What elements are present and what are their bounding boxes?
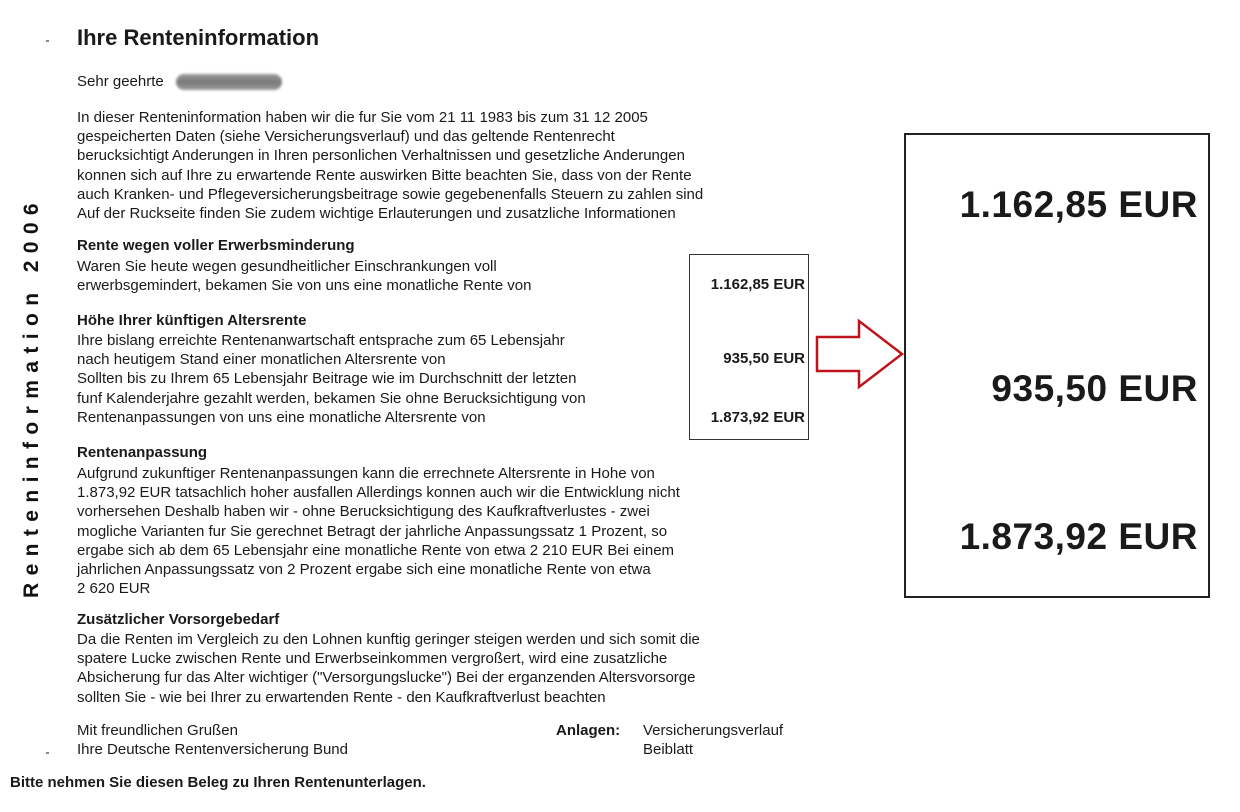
redacted-name: [176, 74, 282, 90]
text-line: vorhersehen Deshalb haben wir - ohne Berucksichtigung des Kaufkraftverlustes - zwei: [77, 503, 650, 521]
amount-altersrente-heute: 935,50 EUR: [723, 350, 805, 367]
salutation: Sehr geehrte: [77, 73, 164, 90]
rentenanpassung-text: [77, 464, 680, 598]
closing-sender: Ihre Deutsche Rentenversicherung Bund: [77, 741, 348, 758]
text-line: 1.873,92 EUR tatsachlich hoher ausfallen Allerdings konnen auch wir die Entwicklung nicht: [77, 484, 680, 502]
scan-speck: [46, 752, 49, 754]
amount-erwerbsminderung: 1.162,85 EUR: [710, 276, 805, 293]
text-line: funf Kalenderjahre gezahlt werden, bekamen Sie ohne Berucksichtigung von: [77, 389, 586, 407]
erwerbsminderung-text: [77, 257, 531, 295]
text-line: Aufgrund zukunftiger Rentenanpassungen kann die errechnete Altersrente in Hohe von: [77, 465, 655, 482]
attachment-item: Beiblatt: [643, 741, 694, 758]
text-line: 2 620 EUR: [77, 580, 151, 598]
text-line: spatere Lucke zwischen Rente und Erwerbseinkommen vergroßert, wird eine zusatzliche: [77, 650, 668, 668]
intro-line: In dieser Renteninformation haben wir die fur Sie vom 21 11 1983 bis zum 31 12 2005: [77, 109, 648, 126]
text-line: Da die Renten im Vergleich zu den Lohnen kunftig geringer steigen werden und sich somit die: [77, 631, 700, 648]
text-line: jahrlichen Anpassungssatz von 2 Prozent ergabe sich eine monatliche Rente von etwa: [77, 561, 651, 579]
scan-speck: [46, 40, 49, 42]
text-line: erwerbsgemindert, bekamen Sie von uns eine monatliche Rente von: [77, 277, 532, 295]
magnified-amount-erwerbsminderung: 1.162,85 EUR: [959, 184, 1198, 225]
intro-line: auch Kranken- und Pflegeversicherungsbeitrage sowie gegebenenfalls Steuern zu zahlen sind: [77, 185, 704, 203]
text-line: Rentenanpassungen von uns eine monatliche Altersrente von: [77, 408, 486, 426]
magnified-amount-altersrente-kuenftig: 1.873,92 EUR: [959, 516, 1198, 557]
amount-altersrente-kuenftig: 1.873,92 EUR: [710, 409, 805, 426]
heading-vorsorgebedarf: Zusätzlicher Vorsorgebedarf: [77, 611, 280, 628]
heading-rentenanpassung: Rentenanpassung: [77, 444, 208, 461]
attachment-item: Versicherungsverlauf: [643, 722, 784, 739]
altersrente-text: [77, 331, 586, 427]
text-line: Absicherung fur das Alter wichtiger ("Versorgungslucke") Bei der erganzenden Altersvorsorge: [77, 669, 696, 687]
intro-paragraph: [77, 108, 703, 223]
footer-note: Bitte nehmen Sie diesen Beleg zu Ihren Rentenunterlagen.: [10, 774, 426, 791]
heading-altersrente: Höhe Ihrer künftigen Altersrente: [77, 312, 307, 329]
text-line: mogliche Varianten fur Sie gerechnet Betragt der jahrliche Anpassungssatz 1 Prozent, so: [77, 522, 668, 540]
intro-line: konnen sich auf Ihre zu erwartende Rente auswirken Bitte beachten Sie, dass von der Rente: [77, 166, 692, 184]
side-label: Renteninformation 2006: [20, 195, 43, 598]
heading-erwerbsminderung: Rente wegen voller Erwerbsminderung: [77, 237, 355, 254]
intro-line: gespeicherten Daten (siehe Versicherungsverlauf) und das geltende Rentenrecht: [77, 128, 615, 146]
intro-line: Auf der Ruckseite finden Sie zudem wichtige Erlauterungen und zusatzliche Informationen: [77, 205, 676, 223]
text-line: nach heutigem Stand einer monatlichen Altersrente von: [77, 351, 446, 369]
text-line: Waren Sie heute wegen gesundheitlicher Einschrankungen voll: [77, 258, 497, 275]
attachments-label: Anlagen:: [556, 722, 621, 739]
text-line: Sollten bis zu Ihrem 65 Lebensjahr Beitrage wie im Durchschnitt der letzten: [77, 370, 577, 388]
vorsorgebedarf-text: [77, 630, 700, 707]
intro-line: berucksichtigt Anderungen in Ihren personlichen Verhaltnissen und gesetzliche Anderungen: [77, 147, 685, 165]
text-line: ergabe sich ab dem 65 Lebensjahr eine monatliche Rente von etwa 2 210 EUR Bei einem: [77, 541, 675, 559]
text-line: sollten Sie - wie bei Ihrer zu erwartenden Rente - den Kaufkraftverlust beachten: [77, 688, 606, 706]
arrow-right-icon: [814, 318, 906, 390]
text-line: Ihre bislang erreichte Rentenanwartschaft entsprache zum 65 Lebensjahr: [77, 332, 565, 349]
page-title: Ihre Renteninformation: [77, 25, 320, 50]
closing-greeting: Mit freundlichen Grußen: [77, 722, 238, 739]
magnified-amount-altersrente-heute: 935,50 EUR: [991, 368, 1198, 409]
